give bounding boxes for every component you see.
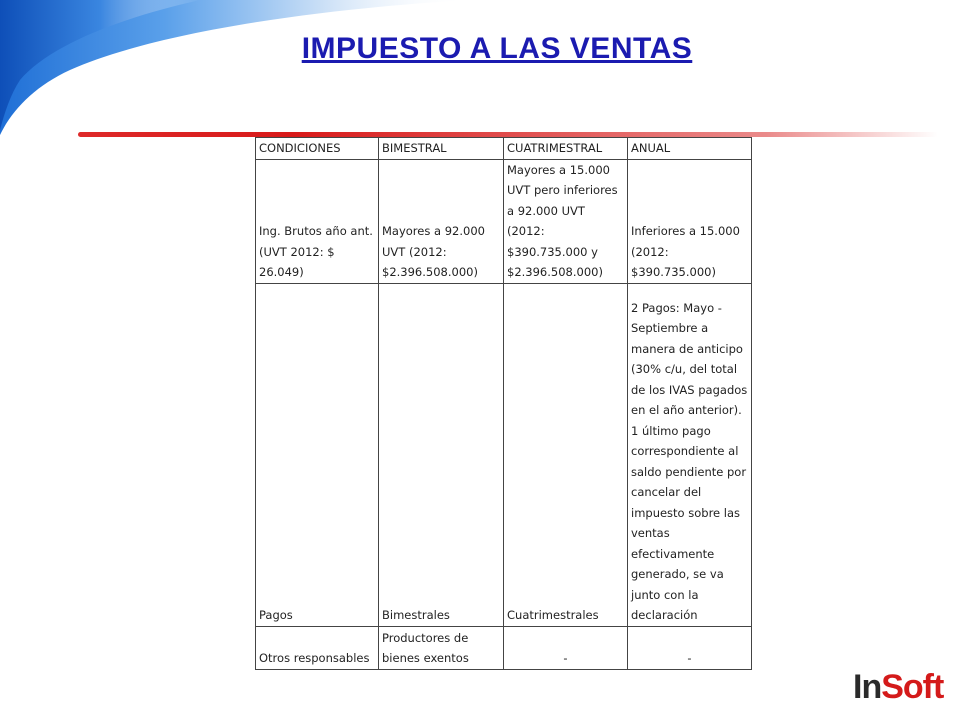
table-cell: Inferiores a 15.000 (2012: $390.735.000)	[628, 159, 752, 283]
table-row	[256, 159, 752, 283]
table-cell: -	[628, 626, 752, 669]
insoft-logo	[853, 668, 943, 707]
table-cell: Pagos	[256, 283, 379, 626]
table-cell: -	[504, 626, 628, 669]
table-cell: Cuatrimestrales	[504, 283, 628, 626]
table-row	[256, 626, 752, 669]
logo-part-in: In	[853, 668, 882, 706]
header-cuatrimestral: CUATRIMESTRAL	[504, 138, 628, 160]
logo-part-soft: Soft	[881, 668, 944, 706]
header-condiciones: CONDICIONES	[256, 138, 379, 160]
page-title: IMPUESTO A LAS VENTAS	[301, 32, 693, 65]
table-cell: Mayores a 15.000 UVT pero inferiores a 92.000 UVT (2012: $390.735.000 y $2.396.508.000)	[504, 159, 628, 283]
table-cell: Bimestrales	[379, 283, 504, 626]
header-anual: ANUAL	[628, 138, 752, 160]
header-bimestral: BIMESTRAL	[379, 138, 504, 160]
vat-conditions-table	[255, 137, 752, 670]
table-cell: Ing. Brutos año ant. (UVT 2012: $ 26.049)	[256, 159, 379, 283]
table-header-row	[256, 138, 752, 160]
table-row	[256, 283, 752, 626]
table-cell: Mayores a 92.000 UVT (2012: $2.396.508.000)	[379, 159, 504, 283]
table-cell: Otros responsables	[256, 626, 379, 669]
table-cell: Productores de bienes exentos	[379, 626, 504, 669]
table-cell: 2 Pagos: Mayo - Septiembre a manera de anticipo (30% c/u, del total de los IVAS pagados en el año anterior). 1 último pago correspondiente al saldo pendiente por cancelar del impuesto sobre las ventas efectivamente generado, se va junto con la declaración	[628, 283, 752, 626]
